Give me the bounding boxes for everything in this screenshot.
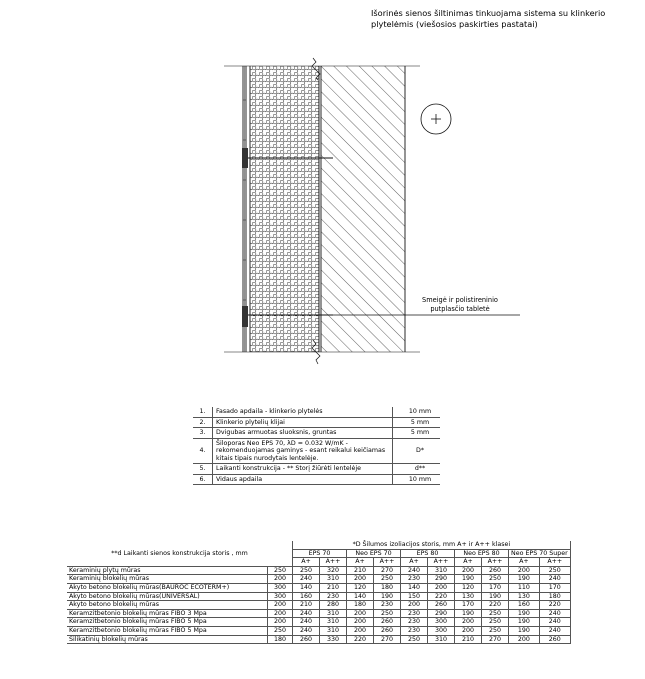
- insulation-thickness: 200: [455, 626, 482, 635]
- table-row: [67, 618, 570, 627]
- insulation-thickness: 220: [428, 592, 455, 601]
- insulation-thickness: 260: [482, 566, 509, 575]
- wall-thickness: 200: [268, 601, 293, 610]
- insulation-thickness: 300: [428, 626, 455, 635]
- insulation-thickness: 200: [401, 601, 428, 610]
- insulation-thickness: 120: [455, 583, 482, 592]
- construction-name: Keramzitbetonio blokelių mūras FIBO 5 Mpa: [67, 626, 268, 635]
- insulation-thickness: 250: [482, 575, 509, 584]
- construction-name: Keramzitbetonio blokelių mūras FIBO 5 Mpa: [67, 618, 268, 627]
- insulation-thickness: 250: [482, 618, 509, 627]
- table-row: [67, 626, 570, 635]
- insulation-thickness: 190: [482, 592, 509, 601]
- table-row: [67, 592, 570, 601]
- layer-number: 5.: [193, 464, 213, 475]
- layer-number: 1.: [193, 407, 213, 417]
- anchor-label: Smeigė ir polistireninio putplasčio tabletė: [422, 296, 498, 313]
- insulation-thickness: 120: [347, 583, 374, 592]
- insulation-thickness: 180: [539, 592, 570, 601]
- layer-number: 2.: [193, 417, 213, 428]
- insulation-thickness: 200: [347, 618, 374, 627]
- table-row: [67, 583, 570, 592]
- insulation-thickness: 310: [428, 635, 455, 644]
- layer-description: Klinkerio plytelių klijai: [213, 417, 393, 428]
- insulation-thickness: 210: [347, 566, 374, 575]
- insulation-thickness: 240: [293, 626, 320, 635]
- wall-thickness: 300: [268, 592, 293, 601]
- insulation-thickness: 250: [482, 609, 509, 618]
- insulation-thickness: 200: [509, 566, 540, 575]
- group-header: *D Šilumos izoliacijos storis, mm A+ ir A++ klasei: [293, 541, 571, 549]
- insulation-thickness: 250: [482, 626, 509, 635]
- insulation-thickness: 220: [539, 601, 570, 610]
- insulation-thickness: 190: [509, 609, 540, 618]
- insulation-thickness: 310: [428, 566, 455, 575]
- insulation-thickness: 270: [482, 635, 509, 644]
- construction-name: Akyto betono blokelių mūras: [67, 601, 268, 610]
- insulation-thickness: 200: [455, 618, 482, 627]
- insulation-thickness: 290: [428, 575, 455, 584]
- insulation-thickness: 200: [428, 583, 455, 592]
- construction-name: Keraminių blokelių mūras: [67, 575, 268, 584]
- wall-thickness: 250: [268, 566, 293, 575]
- section-mark-symbol: [421, 104, 451, 134]
- insulation-thickness: 270: [374, 635, 401, 644]
- insulation-thickness: 260: [374, 618, 401, 627]
- product-header: Neo EPS 70 Super: [509, 549, 571, 558]
- insulation-thickness: 290: [428, 609, 455, 618]
- insulation-thickness: 190: [455, 575, 482, 584]
- insulation-thickness: 310: [320, 626, 347, 635]
- table-row: [67, 601, 570, 610]
- insulation-thickness: 180: [374, 583, 401, 592]
- layer-description: Fasado apdaila - klinkerio plytelės: [213, 407, 393, 417]
- layer-description: Laikanti konstrukcija - ** Storį žiūrėti lentelėje: [213, 464, 393, 475]
- title-line-1: Išorinės sienos šiltinimas tinkuojama sistema su klinkerio: [371, 8, 606, 18]
- insulation-thickness: 280: [320, 601, 347, 610]
- product-header: EPS 80: [401, 549, 455, 558]
- thickness-table: [67, 541, 571, 644]
- construction-name: Keraminių plytų mūras: [67, 566, 268, 575]
- insulation-thickness: 250: [374, 575, 401, 584]
- insulation-thickness: 190: [455, 609, 482, 618]
- class-header: A++: [374, 558, 401, 567]
- class-header: A+: [455, 558, 482, 567]
- insulation-thickness: 140: [401, 583, 428, 592]
- insulation-thickness: 270: [374, 566, 401, 575]
- insulation-thickness: 200: [509, 635, 540, 644]
- insulation-thickness: 230: [401, 626, 428, 635]
- insulation-thickness: 180: [347, 601, 374, 610]
- layer-thickness: d**: [393, 464, 441, 475]
- insulation-thickness: 240: [401, 566, 428, 575]
- insulation-thickness: 240: [539, 575, 570, 584]
- class-header: A++: [320, 558, 347, 567]
- layer-number: 4.: [193, 438, 213, 464]
- insulation-thickness: 240: [293, 618, 320, 627]
- wall-thickness: 180: [268, 635, 293, 644]
- masonry-layer: [321, 66, 405, 352]
- insulation-thickness: 190: [374, 592, 401, 601]
- construction-name: Keramzitbetonio blokelių mūras FIBO 3 Mpa: [67, 609, 268, 618]
- insulation-thickness: 330: [320, 635, 347, 644]
- insulation-thickness: 210: [455, 635, 482, 644]
- insulation-thickness: 210: [320, 583, 347, 592]
- class-header: A+: [401, 558, 428, 567]
- insulation-layer: [250, 66, 319, 352]
- insulation-thickness: 230: [401, 575, 428, 584]
- layer-row: [193, 417, 440, 428]
- insulation-thickness: 250: [293, 566, 320, 575]
- insulation-thickness: 310: [320, 609, 347, 618]
- insulation-thickness: 320: [320, 566, 347, 575]
- product-header: EPS 70: [293, 549, 347, 558]
- construction-name: Akyto betono blokelių mūras(UNIVERSAL): [67, 592, 268, 601]
- insulation-thickness: 170: [482, 583, 509, 592]
- insulation-thickness: 250: [401, 635, 428, 644]
- wall-thickness: 200: [268, 575, 293, 584]
- insulation-thickness: 240: [293, 575, 320, 584]
- insulation-thickness: 190: [509, 618, 540, 627]
- insulation-thickness: 230: [320, 592, 347, 601]
- insulation-thickness: 260: [539, 635, 570, 644]
- insulation-thickness: 230: [374, 601, 401, 610]
- construction-name: Silikatinių blokelių mūras: [67, 635, 268, 644]
- construction-name: Akyto betono blokelių mūras(BAUROC ECOTERM+): [67, 583, 268, 592]
- class-header: A+: [293, 558, 320, 567]
- insulation-thickness: 210: [293, 601, 320, 610]
- layer-description: Vidaus apdaila: [213, 474, 393, 485]
- insulation-thickness: 140: [293, 583, 320, 592]
- title-line-2: plytelėmis (viešosios paskirties pastatai): [371, 19, 538, 29]
- layer-thickness: 10 mm: [393, 474, 441, 485]
- wall-thickness: 300: [268, 583, 293, 592]
- insulation-thickness: 150: [401, 592, 428, 601]
- product-header: Neo EPS 70: [347, 549, 401, 558]
- row-header: **d Laikanti sienos konstrukcija storis , mm: [67, 541, 293, 566]
- layer-number: 3.: [193, 428, 213, 439]
- insulation-thickness: 190: [509, 626, 540, 635]
- layer-row: [193, 407, 440, 417]
- insulation-thickness: 220: [482, 601, 509, 610]
- table-row: [67, 635, 570, 644]
- insulation-thickness: 240: [293, 609, 320, 618]
- layer-thickness: 5 mm: [393, 417, 441, 428]
- insulation-thickness: 300: [428, 618, 455, 627]
- class-header: A++: [428, 558, 455, 567]
- insulation-thickness: 200: [347, 626, 374, 635]
- layer-thickness: D*: [393, 438, 441, 464]
- layer-description: Šiloporas Neo EPS 70, λD = 0.032 W/mK - rekomenduojamas gaminys - esant reikalui keičiamas kitais tipais nurodytais lentelėje.: [213, 438, 393, 464]
- table-row: [67, 575, 570, 584]
- layer-thickness: 5 mm: [393, 428, 441, 439]
- insulation-thickness: 240: [539, 626, 570, 635]
- insulation-thickness: 240: [539, 609, 570, 618]
- insulation-thickness: 200: [455, 566, 482, 575]
- insulation-thickness: 170: [455, 601, 482, 610]
- table-row: [67, 566, 570, 575]
- class-header: A+: [509, 558, 540, 567]
- layer-number: 6.: [193, 474, 213, 485]
- insulation-thickness: 110: [509, 583, 540, 592]
- insulation-thickness: 240: [539, 618, 570, 627]
- layer-row: [193, 474, 440, 485]
- insulation-thickness: 160: [293, 592, 320, 601]
- wall-thickness: 200: [268, 618, 293, 627]
- insulation-thickness: 260: [428, 601, 455, 610]
- insulation-thickness: 140: [347, 592, 374, 601]
- insulation-thickness: 200: [347, 609, 374, 618]
- wall-thickness: 250: [268, 626, 293, 635]
- insulation-thickness: 130: [455, 592, 482, 601]
- class-header: A++: [539, 558, 570, 567]
- insulation-thickness: 310: [320, 575, 347, 584]
- insulation-thickness: 250: [374, 609, 401, 618]
- insulation-thickness: 200: [347, 575, 374, 584]
- layer-row: [193, 428, 440, 439]
- class-header: A++: [482, 558, 509, 567]
- layer-row: [193, 464, 440, 475]
- wall-thickness: 200: [268, 609, 293, 618]
- layer-description: Dvigubas armuotas sluoksnis, gruntas: [213, 428, 393, 439]
- insulation-thickness: 170: [539, 583, 570, 592]
- class-header: A+: [347, 558, 374, 567]
- insulation-thickness: 230: [401, 609, 428, 618]
- insulation-thickness: 310: [320, 618, 347, 627]
- insulation-thickness: 230: [401, 618, 428, 627]
- insulation-thickness: 260: [374, 626, 401, 635]
- insulation-thickness: 220: [347, 635, 374, 644]
- product-header: Neo EPS 80: [455, 549, 509, 558]
- insulation-thickness: 250: [539, 566, 570, 575]
- layer-thickness: 10 mm: [393, 407, 441, 417]
- insulation-thickness: 260: [293, 635, 320, 644]
- insulation-thickness: 160: [509, 601, 540, 610]
- insulation-thickness: 190: [509, 575, 540, 584]
- layer-row: [193, 438, 440, 464]
- insulation-thickness: 130: [509, 592, 540, 601]
- layers-table: [193, 407, 440, 485]
- table-row: [67, 609, 570, 618]
